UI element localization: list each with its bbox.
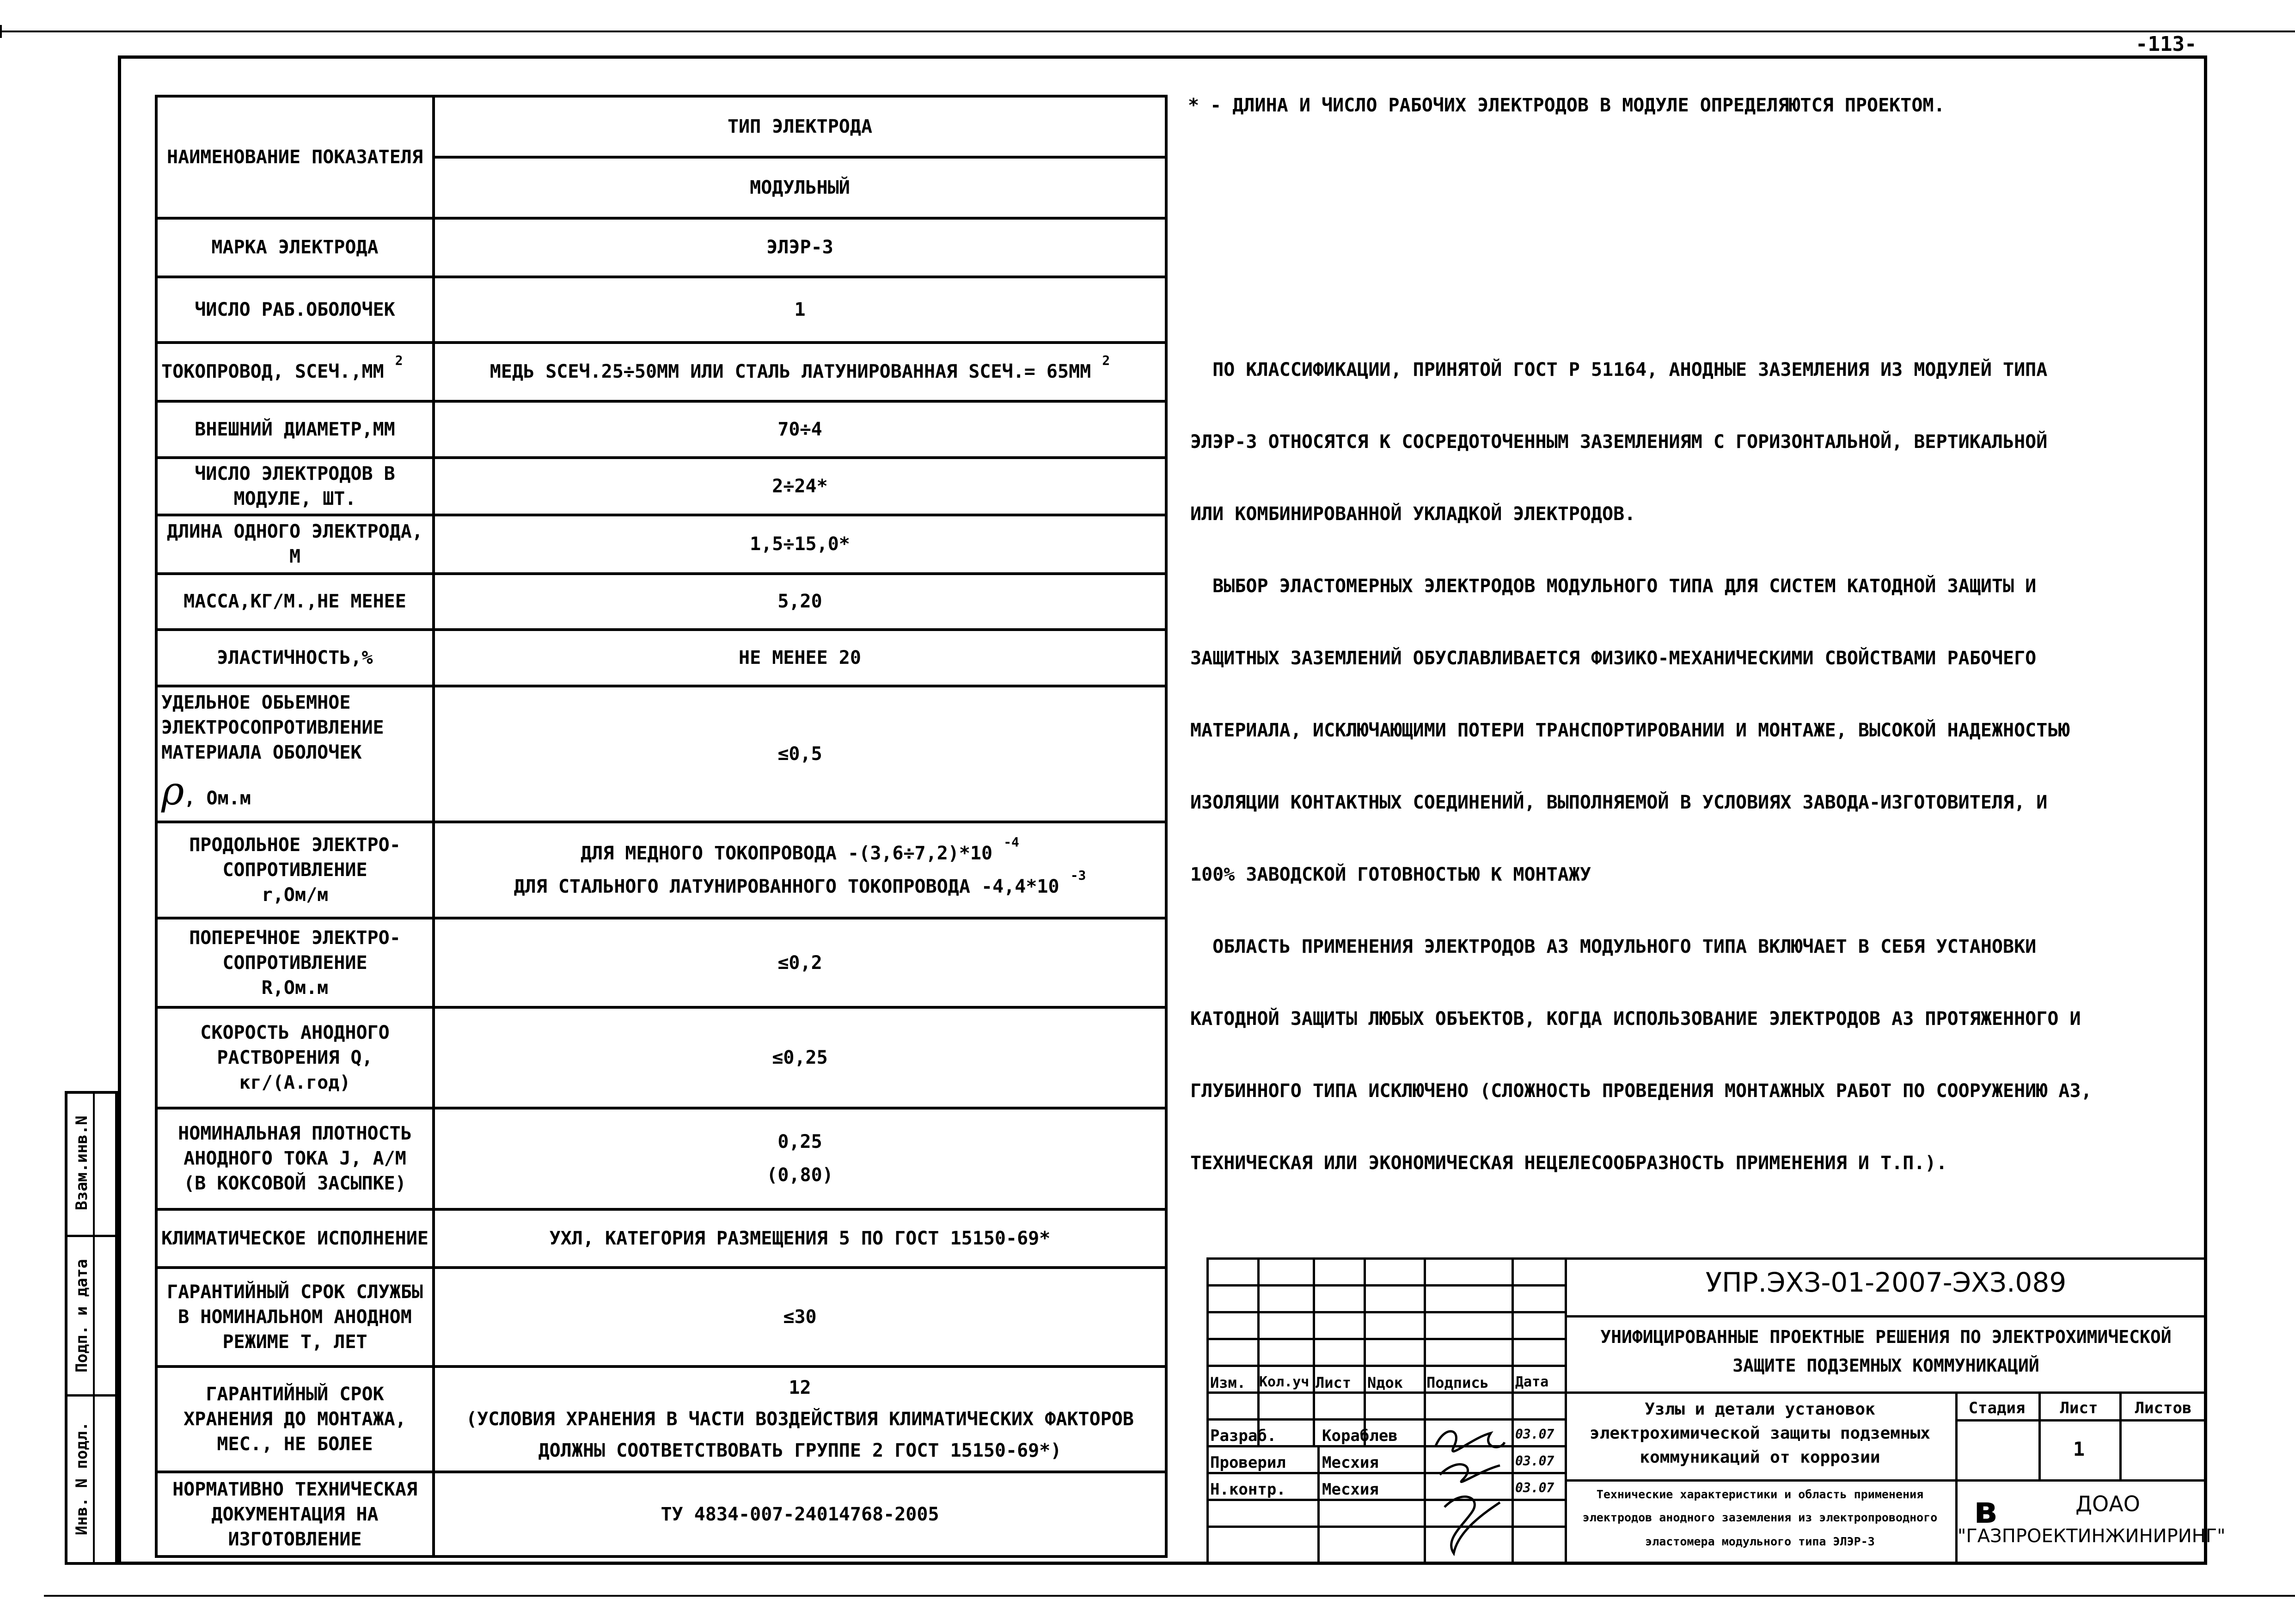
tb-grid bbox=[1565, 1479, 2207, 1482]
org-line-2: "ГАЗПРОЕКТИНЖИНИРИНГ" bbox=[1958, 1526, 2226, 1547]
description-line: 100% ЗАВОДСКОЙ ГОТОВНОСТЬЮ К МОНТАЖУ bbox=[1190, 864, 1591, 885]
row-value: УХЛ, КАТЕГОРИЯ РАЗМЕЩЕНИЯ 5 ПО ГОСТ 15150-69* bbox=[434, 1209, 1166, 1268]
row-name: ЧИСЛО РАБ.ОБОЛОЧЕК bbox=[156, 277, 434, 343]
tb-border bbox=[1206, 1257, 1209, 1565]
date-checked: 03.07 bbox=[1515, 1453, 1554, 1469]
sign-date-label: Подп. и дата bbox=[73, 1259, 91, 1373]
name-developed: Кораблев bbox=[1322, 1427, 1398, 1445]
row-name-unit: кг/(А.год) bbox=[239, 1072, 351, 1094]
row-value: ТУ 4834-007-24014768-2005 bbox=[434, 1472, 1166, 1557]
tb-grid bbox=[1955, 1419, 2207, 1422]
tb-grid bbox=[1257, 1257, 1260, 1445]
row-name bbox=[156, 1007, 434, 1108]
name-checked: Месхия bbox=[1322, 1453, 1379, 1472]
tb-border bbox=[1206, 1257, 2207, 1260]
description-line: МАТЕРИАЛА, ИСКЛЮЧАЮЩИМИ ПОТЕРИ ТРАНСПОРТИРОВАНИИ И МОНТАЖЕ, ВЫСОКОЙ НАДЕЖНОСТЬЮ bbox=[1190, 720, 2070, 741]
bottom-border-line bbox=[44, 1595, 2295, 1597]
top-border-line bbox=[0, 31, 2295, 32]
row-value: 2÷24* bbox=[434, 458, 1166, 515]
row-value-text: 0,25 bbox=[777, 1131, 822, 1153]
row-value: ≤0,5 bbox=[434, 686, 1166, 822]
description-line: ИЛИ КОМБИНИРОВАННОЙ УКЛАДКОЙ ЭЛЕКТРОДОВ. bbox=[1190, 503, 1636, 525]
row-name: ВНЕШНИЙ ДИАМЕТР,ММ bbox=[156, 401, 434, 458]
row-value-text-2: (УСЛОВИЯ ХРАНЕНИЯ В ЧАСТИ ВОЗДЕЙСТВИЯ КЛИМАТИЧЕСКИХ ФАКТОРОВ bbox=[466, 1408, 1134, 1430]
sheet-number: -113- bbox=[2136, 32, 2197, 56]
stage-label: Стадия bbox=[1968, 1399, 2026, 1417]
row-name: МАРКА ЭЛЕКТРОДА bbox=[156, 218, 434, 277]
tb-grid bbox=[1206, 1365, 1565, 1367]
inv-orig-label: Инв. N подл. bbox=[73, 1422, 91, 1536]
row-value: ≤30 bbox=[434, 1268, 1166, 1366]
row-name: МАССА,КГ/М.,НЕ МЕНЕЕ bbox=[156, 574, 434, 630]
row-value-text-3: ДОЛЖНЫ СООТВЕТСТВОВАТЬ ГРУППЕ 2 ГОСТ 15150-69*) bbox=[538, 1440, 1062, 1461]
part-line-1: Узлы и детали установок bbox=[1645, 1400, 1875, 1419]
row-value-sup-2: -3 bbox=[1070, 868, 1086, 883]
title-block bbox=[1206, 1257, 2226, 1565]
electrode-spec-table bbox=[155, 95, 1168, 1558]
footnote: * - ДЛИНА И ЧИСЛО РАБОЧИХ ЭЛЕКТРОДОВ В МОДУЛЕ ОПРЕДЕЛЯЮТСЯ ПРОЕКТОМ. bbox=[1188, 95, 1945, 116]
signature-graphic bbox=[1426, 1419, 1512, 1558]
row-name-unit: , Ом.м bbox=[184, 788, 251, 809]
description-line: ИЗОЛЯЦИИ КОНТАКТНЫХ СОЕДИНЕНИЙ, ВЫПОЛНЯЕМОЙ В УСЛОВИЯХ ЗАВОДА-ИЗГОТОВИТЕЛЯ, И bbox=[1190, 792, 2048, 813]
description-line: КАТОДНОЙ ЗАЩИТЫ ЛЮБЫХ ОБЪЕКТОВ, КОГДА ИСПОЛЬЗОВАНИЕ ЭЛЕКТРОДОВ АЗ ПРОТЯЖЕННОГО И bbox=[1190, 1008, 2081, 1030]
row-value bbox=[434, 1367, 1166, 1472]
header-name-cell bbox=[156, 96, 434, 218]
org-logo: в bbox=[1974, 1489, 1997, 1532]
org-line-1: ДОАО bbox=[2075, 1491, 2140, 1516]
tb-grid bbox=[1565, 1315, 2207, 1318]
title-line-2: ЗАЩИТЕ ПОДЗЕМНЫХ КОММУНИКАЦИЙ bbox=[1732, 1355, 2039, 1376]
row-value bbox=[434, 343, 1166, 401]
sheets-label: Листов bbox=[2135, 1399, 2192, 1417]
date-developed: 03.07 bbox=[1515, 1427, 1554, 1442]
row-name-text: НОМИНАЛЬНАЯ ПЛОТНОСТЬ АНОДНОГО ТОКА J, А/М bbox=[178, 1123, 412, 1170]
col-data: Дата bbox=[1515, 1374, 1549, 1390]
side-stamp bbox=[65, 1091, 118, 1565]
tb-grid bbox=[1512, 1257, 1514, 1565]
row-name: ЧИСЛО ЭЛЕКТРОДОВ В МОДУЛЕ, ШТ. bbox=[156, 458, 434, 515]
title-line-1: УНИФИЦИРОВАННЫЕ ПРОЕКТНЫЕ РЕШЕНИЯ ПО ЭЛЕКТРОХИМИЧЕСКОЙ bbox=[1600, 1327, 2172, 1347]
description-line: ЗАЩИТНЫХ ЗАЗЕМЛЕНИЙ ОБУСЛАВЛИВАЕТСЯ ФИЗИКО-МЕХАНИЧЕСКИМИ СВОЙСТВАМИ РАБОЧЕГО bbox=[1190, 648, 2037, 669]
row-value: ≤0,25 bbox=[434, 1007, 1166, 1108]
description-line: ГЛУБИННОГО ТИПА ИСКЛЮЧЕНО (СЛОЖНОСТЬ ПРОВЕДЕНИЯ МОНТАЖНЫХ РАБОТ ПО СООРУЖЕНИЮ АЗ, bbox=[1190, 1080, 2092, 1102]
tb-grid bbox=[1565, 1391, 2207, 1394]
sheet-title-1: Технические характеристики и область применения bbox=[1596, 1488, 1924, 1501]
row-name: ЭЛАСТИЧНОСТЬ,% bbox=[156, 630, 434, 686]
row-value: ЭЛЭР-3 bbox=[434, 218, 1166, 277]
row-value: НЕ МЕНЕЕ 20 bbox=[434, 630, 1166, 686]
row-name: ДЛИНА ОДНОГО ЭЛЕКТРОДА, М bbox=[156, 515, 434, 574]
row-name: КЛИМАТИЧЕСКОЕ ИСПОЛНЕНИЕ bbox=[156, 1209, 434, 1268]
date-normcontrol: 03.07 bbox=[1515, 1480, 1554, 1495]
row-name-unit: R,Ом.м bbox=[261, 977, 329, 999]
sheet-title-2: электродов анодного заземления из электропроводного bbox=[1582, 1511, 1938, 1524]
tb-grid bbox=[1313, 1257, 1315, 1445]
row-value: 70÷4 bbox=[434, 401, 1166, 458]
header-subtype: МОДУЛЬНЫЙ bbox=[750, 177, 850, 198]
part-line-2: электрохимической защиты подземных bbox=[1590, 1424, 1930, 1443]
tb-grid bbox=[1206, 1311, 1565, 1313]
col-list: Лист bbox=[1316, 1374, 1352, 1391]
doc-code: УПР.ЭХЗ-01-2007-ЭХЗ.089 bbox=[1705, 1267, 2067, 1298]
row-name-sup: 2 bbox=[395, 353, 403, 368]
row-value-text: 12 bbox=[789, 1377, 811, 1398]
name-normcontrol: Месхия bbox=[1322, 1480, 1379, 1499]
row-value-sup: -4 bbox=[1004, 834, 1019, 850]
row-value-text: МЕДЬ SСЕЧ.25÷50ММ ИЛИ СТАЛЬ ЛАТУНИРОВАННАЯ SСЕЧ.= 65ММ bbox=[490, 361, 1091, 383]
description-line: ВЫБОР ЭЛАСТОМЕРНЫХ ЭЛЕКТРОДОВ МОДУЛЬНОГО ТИПА ДЛЯ СИСТЕМ КАТОДНОЙ ЗАЩИТЫ И bbox=[1190, 576, 2037, 597]
row-value bbox=[434, 822, 1166, 918]
tb-grid bbox=[1364, 1257, 1366, 1445]
rho-symbol: ρ bbox=[161, 768, 184, 814]
description-text bbox=[1190, 310, 2179, 1199]
row-name-text: ТОКОПРОВОД, SСЕЧ.,ММ bbox=[161, 361, 384, 383]
row-name-text: ПОПЕРЕЧНОЕ ЭЛЕКТРО-СОПРОТИВЛЕНИЕ bbox=[189, 927, 401, 974]
tb-grid bbox=[1206, 1284, 1565, 1287]
row-name: ГАРАНТИЙНЫЙ СРОК СЛУЖБЫ В НОМИНАЛЬНОМ АНОДНОМ РЕЖИМЕ Т, ЛЕТ bbox=[156, 1268, 434, 1366]
col-izm: Изм. bbox=[1210, 1374, 1246, 1391]
row-value-sup: 2 bbox=[1102, 353, 1110, 368]
row-name: НОРМАТИВНО ТЕХНИЧЕСКАЯ ДОКУМЕНТАЦИЯ НА ИЗГОТОВЛЕНИЕ bbox=[156, 1472, 434, 1557]
header-type-cell bbox=[434, 96, 1166, 157]
row-value-text: ДЛЯ МЕДНОГО ТОКОПРОВОДА -(3,6÷7,2)*10 bbox=[581, 843, 993, 864]
row-value: ≤0,2 bbox=[434, 918, 1166, 1007]
role-checked: Проверил bbox=[1210, 1453, 1286, 1472]
role-developed: Разраб. bbox=[1210, 1427, 1277, 1445]
sheet-title-3: эластомера модульного типа ЭЛЭР-3 bbox=[1645, 1535, 1875, 1548]
row-name-text: ПРОДОЛЬНОЕ ЭЛЕКТРО-СОПРОТИВЛЕНИЕ bbox=[189, 834, 401, 881]
row-name-text: УДЕЛЬНОЕ ОБЬЕМНОЕ ЭЛЕКТРОСОПРОТИВЛЕНИЕ МАТЕРИАЛА ОБОЛОЧЕК bbox=[161, 692, 384, 764]
row-value: 5,20 bbox=[434, 574, 1166, 630]
row-name-unit: r,Ом/м bbox=[261, 884, 329, 906]
part-line-3: коммуникаций от коррозии bbox=[1640, 1448, 1880, 1467]
header-name: НАИМЕНОВАНИЕ ПОКАЗАТЕЛЯ bbox=[167, 146, 423, 168]
row-name bbox=[156, 686, 434, 822]
row-name bbox=[156, 918, 434, 1007]
description-line: ЭЛЭР-3 ОТНОСЯТСЯ К СОСРЕДОТОЧЕННЫМ ЗАЗЕМЛЕНИЯМ С ГОРИЗОНТАЛЬНОЙ, ВЕРТИКАЛЬНОЙ bbox=[1190, 431, 2048, 453]
row-value-text-2: ДЛЯ СТАЛЬНОГО ЛАТУНИРОВАННОГО ТОКОПРОВОДА -4,4*10 bbox=[514, 876, 1059, 898]
row-value bbox=[434, 1108, 1166, 1209]
tb-grid bbox=[1206, 1391, 1565, 1394]
row-value: 1,5÷15,0* bbox=[434, 515, 1166, 574]
row-name-unit: (В КОКСОВОЙ ЗАСЫПКЕ) bbox=[184, 1173, 406, 1195]
role-normcontrol: Н.контр. bbox=[1210, 1480, 1286, 1499]
inv-replace-label: Взам.инв.N bbox=[73, 1115, 91, 1211]
header-subtype-cell bbox=[434, 157, 1166, 218]
row-name bbox=[156, 343, 434, 401]
row-name: ГАРАНТИЙНЫЙ СРОК ХРАНЕНИЯ ДО МОНТАЖА, МЕС., НЕ БОЛЕЕ bbox=[156, 1367, 434, 1472]
tb-grid bbox=[1206, 1338, 1565, 1340]
col-podpis: Подпись bbox=[1426, 1374, 1489, 1391]
sheet-label: Лист bbox=[2060, 1399, 2098, 1417]
sheet-value: 1 bbox=[2073, 1438, 2085, 1460]
header-type: ТИП ЭЛЕКТРОДА bbox=[727, 116, 873, 137]
description-line: ОБЛАСТЬ ПРИМЕНЕНИЯ ЭЛЕКТРОДОВ АЗ МОДУЛЬНОГО ТИПА ВКЛЮЧАЕТ В СЕБЯ УСТАНОВКИ bbox=[1190, 936, 2037, 957]
description-line: ТЕХНИЧЕСКАЯ ИЛИ ЭКОНОМИЧЕСКАЯ НЕЦЕЛЕСООБРАЗНОСТЬ ПРИМЕНЕНИЯ И Т.П.). bbox=[1190, 1152, 1947, 1174]
description-line: ПО КЛАССИФИКАЦИИ, ПРИНЯТОЙ ГОСТ Р 51164, АНОДНЫЕ ЗАЗЕМЛЕНИЯ ИЗ МОДУЛЕЙ ТИПА bbox=[1190, 359, 2048, 380]
tb-grid bbox=[1317, 1445, 1320, 1565]
row-value: 1 bbox=[434, 277, 1166, 343]
row-name-text: СКОРОСТЬ АНОДНОГО РАСТВОРЕНИЯ Q, bbox=[200, 1022, 390, 1069]
col-koluch: Кол.уч bbox=[1259, 1374, 1310, 1390]
row-value-text-2: (0,80) bbox=[766, 1164, 833, 1186]
col-ndok: Nдок bbox=[1367, 1374, 1403, 1391]
row-name bbox=[156, 822, 434, 918]
row-name bbox=[156, 1108, 434, 1209]
